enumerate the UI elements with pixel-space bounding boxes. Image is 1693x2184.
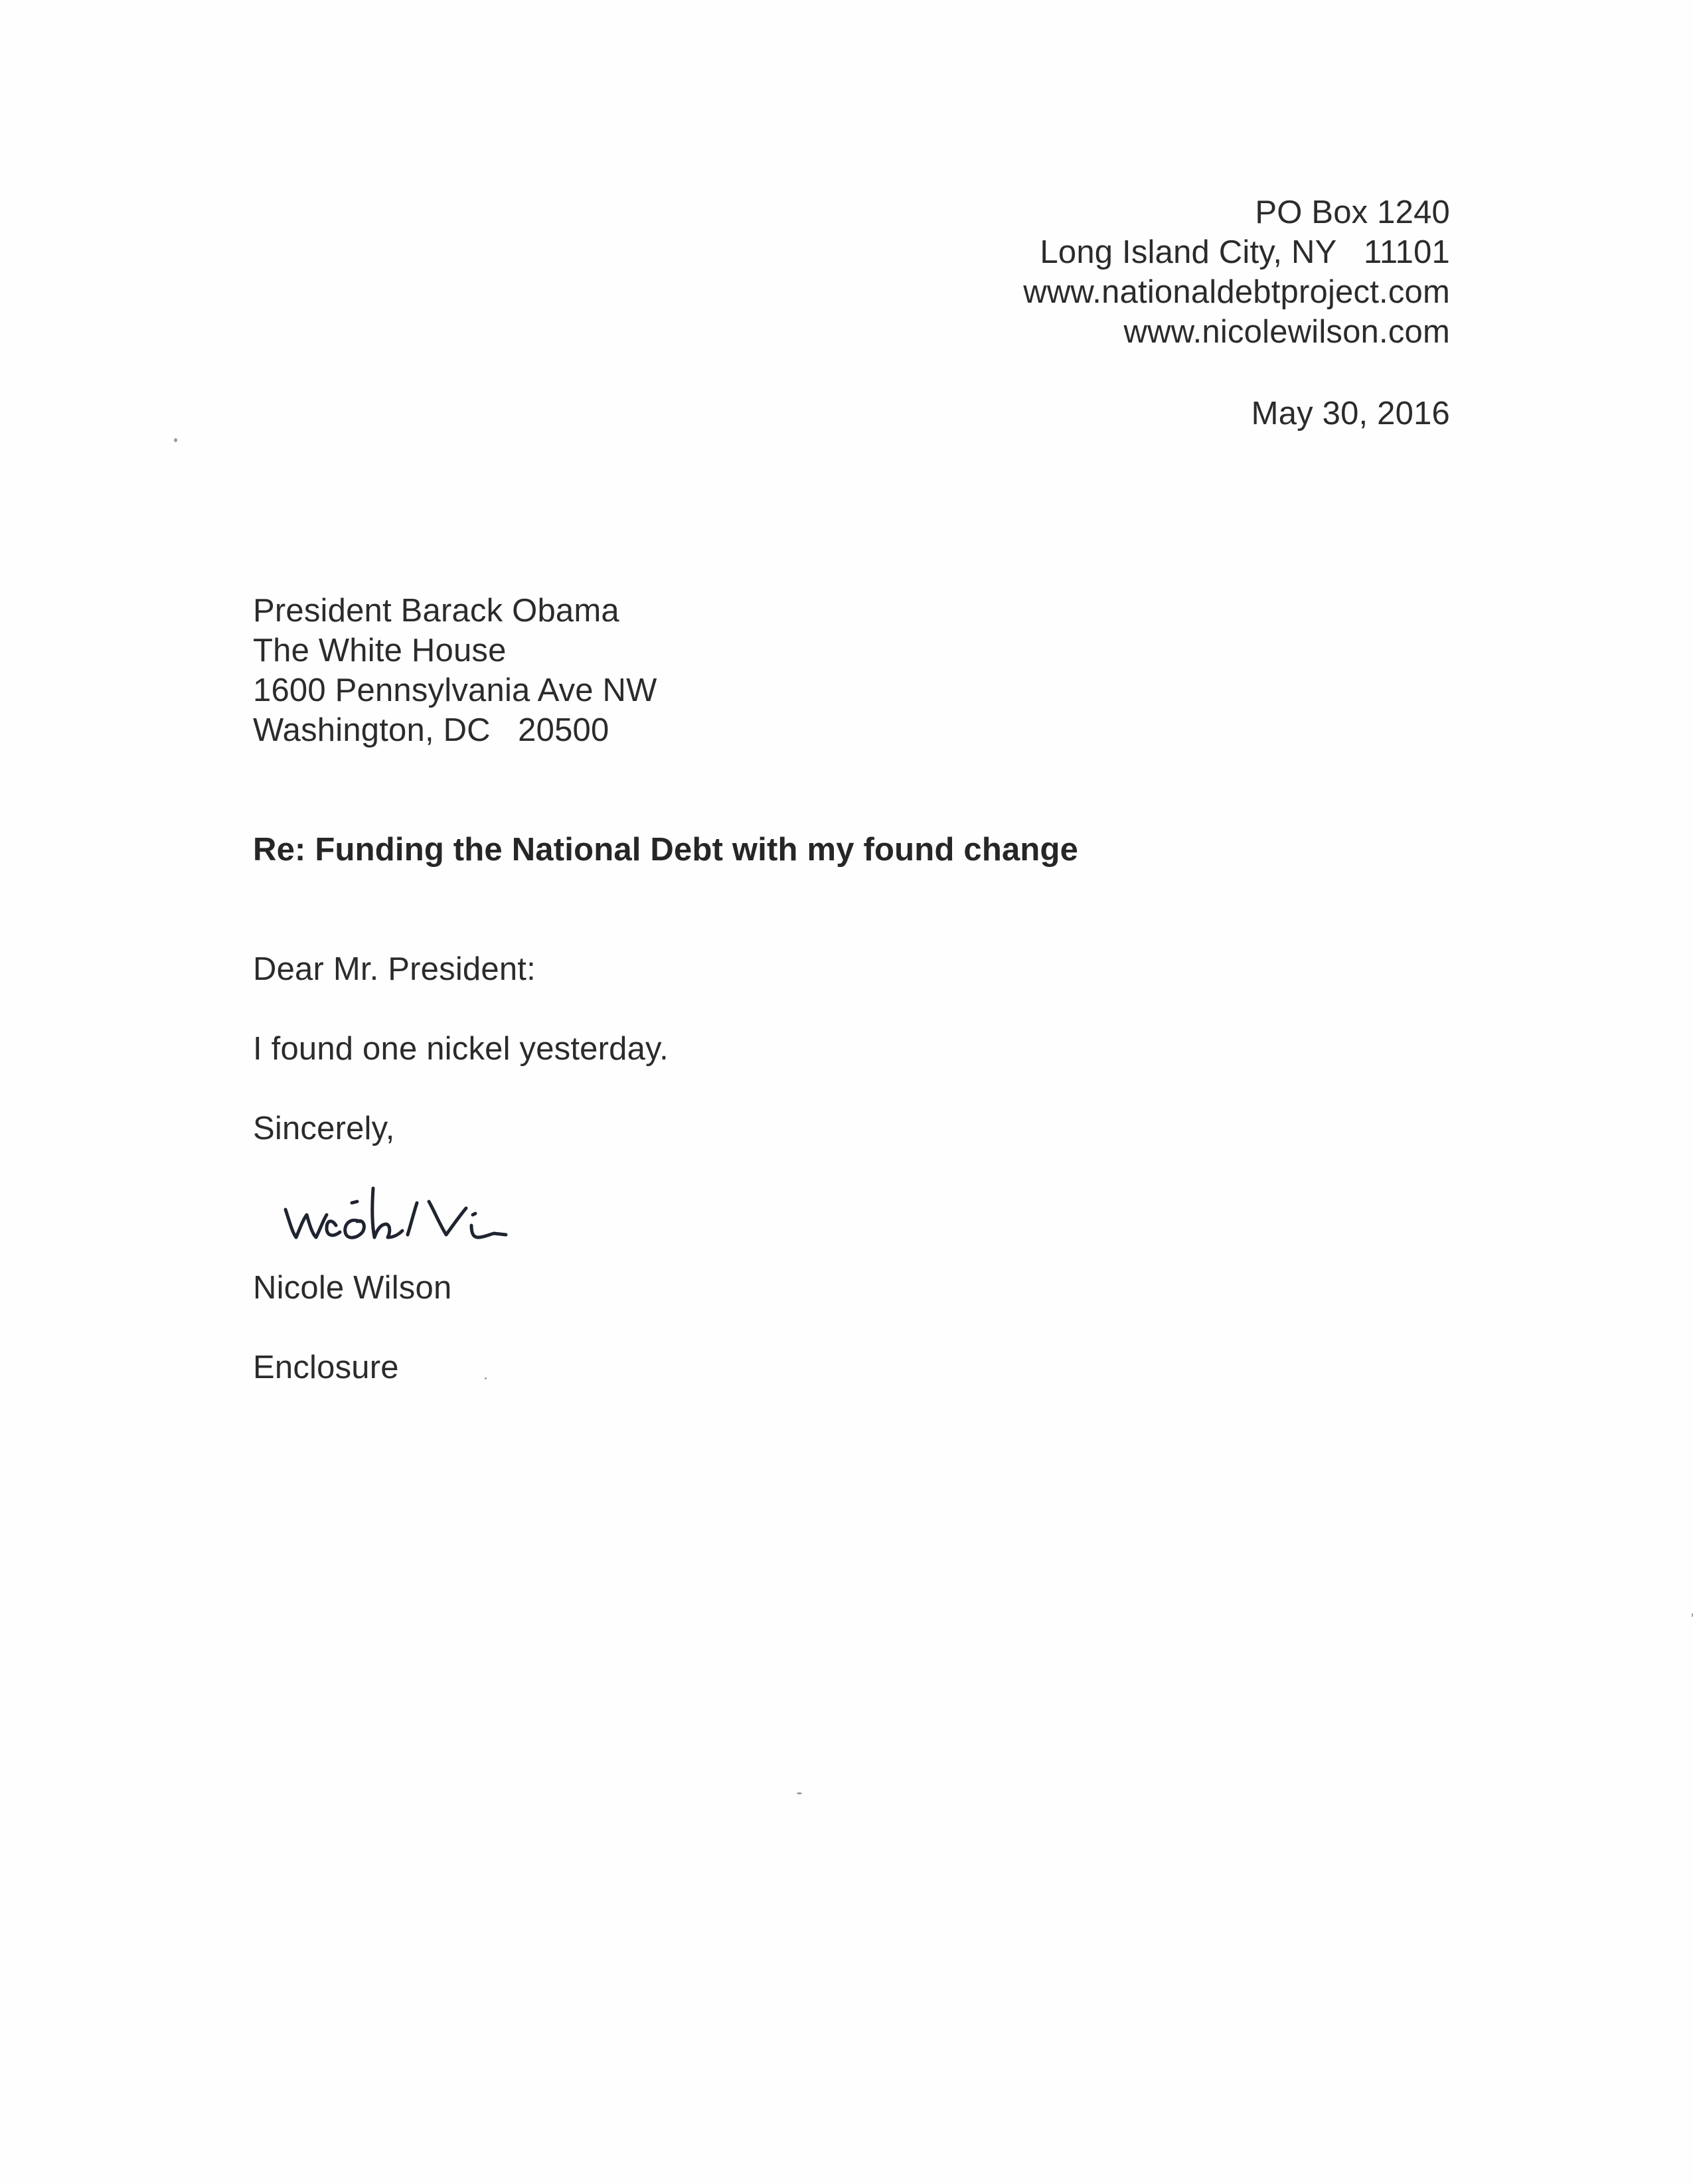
subject-line: Re: Funding the National Debt with my found change	[253, 832, 1079, 868]
recipient-line: Washington, DC 20500	[253, 712, 609, 748]
recipient-line: The White House	[253, 633, 507, 668]
letter-date: May 30, 2016	[1251, 396, 1450, 431]
scan-speck	[174, 438, 177, 442]
recipient-address	[253, 591, 657, 750]
return-address	[1023, 193, 1450, 352]
recipient-line: President Barack Obama	[253, 593, 619, 629]
handwritten-signature	[272, 1168, 578, 1255]
return-address-line: Long Island City, NY 11101	[1040, 234, 1450, 270]
letter-body: I found one nickel yesterday.	[253, 1031, 669, 1067]
return-address-line: www.nicolewilson.com	[1123, 314, 1450, 350]
closing: Sincerely,	[253, 1111, 395, 1146]
salutation: Dear Mr. President:	[253, 951, 536, 987]
enclosure-note: Enclosure	[253, 1350, 399, 1385]
signer-name: Nicole Wilson	[253, 1270, 452, 1306]
scan-speck	[485, 1377, 487, 1379]
return-address-line: PO Box 1240	[1255, 195, 1450, 230]
recipient-line: 1600 Pennsylvania Ave NW	[253, 672, 657, 708]
scan-speck	[797, 1792, 802, 1794]
return-address-line: www.nationaldebtproject.com	[1023, 274, 1450, 310]
